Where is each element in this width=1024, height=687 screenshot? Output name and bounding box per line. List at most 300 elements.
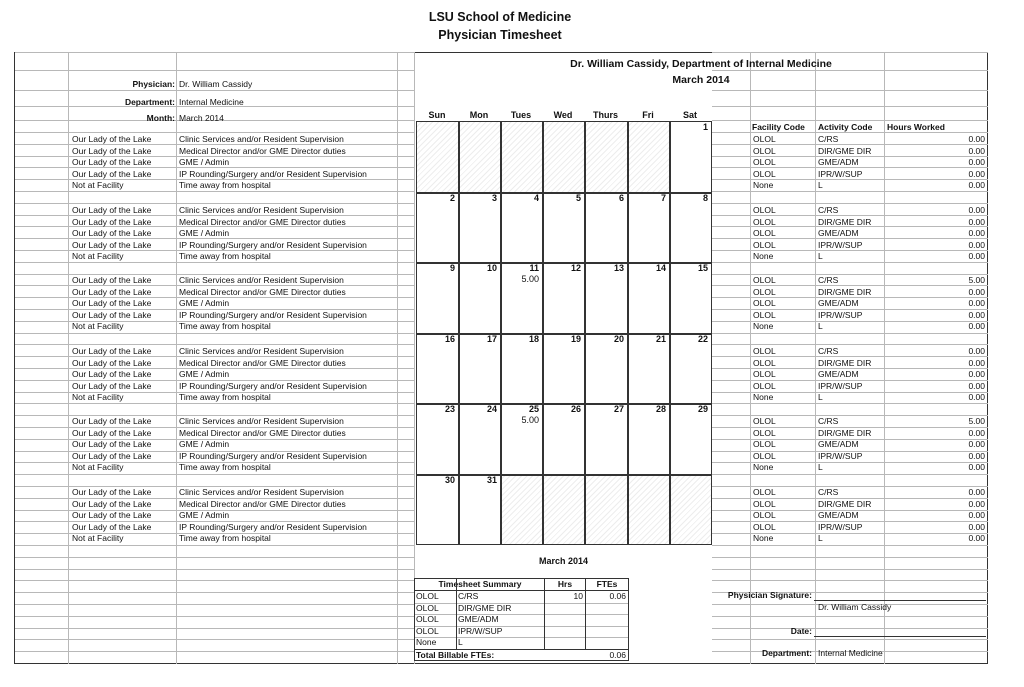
facility-code: OLOL [753,510,776,520]
activity-description: Time away from hospital [179,392,271,402]
summary-ftes-header: FTEs [596,579,618,589]
activity-code: DIR/GME DIR [818,498,872,509]
summary-row-line [415,637,628,638]
activity-code: GME/ADM [818,228,859,238]
calendar-day-line [584,121,586,544]
facility-code: OLOL [753,450,776,461]
summary-activity: GME/ADM [458,614,499,625]
calendar-empty-hatch [627,474,669,545]
summary-facility: OLOL [416,602,439,613]
hours-worked-value[interactable]: 5.00 [968,275,985,285]
facility-code: None [753,462,774,472]
grid-line [414,52,415,664]
calendar-day-number: 6 [618,193,624,203]
calendar-day-cell[interactable] [500,474,542,545]
grid-line [712,203,988,204]
hours-worked-value[interactable]: 0.00 [968,180,985,190]
activity-code: IPR/W/SUP [818,521,863,532]
calendar-day-cell[interactable] [627,121,669,192]
calendar-empty-hatch [542,474,584,545]
grid-line [712,403,988,404]
calendar-day-cell[interactable] [416,333,458,404]
grid-line [176,52,177,664]
calendar-day-cell[interactable] [416,262,458,333]
activity-code: C/RS [818,416,839,426]
hours-worked-value[interactable]: 0.00 [968,533,985,543]
activity-description: IP Rounding/Surgery and/or Resident Supervision [179,168,367,179]
calendar-day-number: 5 [575,193,581,203]
calendar-day-number: 27 [613,404,624,414]
calendar-day-header: Sat [682,110,697,120]
calendar-day-number: 11 [529,263,539,273]
calendar-day-cell[interactable] [584,474,627,545]
summary-activity: IPR/W/SUP [458,625,503,636]
facility-location: Our Lady of the Lake [72,239,152,250]
summary-col-line [544,578,545,649]
grid-line [15,52,415,53]
grid-line [15,70,415,71]
activity-description: Clinic Services and/or Resident Supervision [179,275,344,285]
calendar-day-number: 24 [486,404,497,414]
hours-worked-value[interactable]: 0.00 [968,298,985,308]
calendar-day-cell[interactable] [416,121,458,192]
calendar-day-cell[interactable] [500,262,542,333]
calendar-day-cell[interactable] [458,333,500,404]
facility-location: Our Lady of the Lake [72,369,152,379]
summary-hrs-header: Hrs [557,579,573,589]
calendar-day-number: 7 [660,193,666,203]
calendar-day-cell[interactable] [669,474,711,545]
activity-code: L [818,180,823,190]
calendar-empty-hatch [584,474,627,545]
grid-line [712,120,988,121]
grid-line [712,52,988,53]
facility-code: OLOL [753,309,776,320]
activity-code: C/RS [818,134,839,144]
summary-hours: 10 [573,591,583,601]
hours-worked-value[interactable]: 0.00 [968,239,985,250]
grid-line [712,90,988,91]
calendar-day-line [458,121,460,544]
hours-worked-value[interactable]: 0.00 [968,286,985,297]
form-title: Physician Timesheet [438,28,562,42]
grid-line [712,191,988,192]
activity-description: Time away from hospital [179,533,271,543]
calendar-week-line [416,333,712,335]
calendar-day-number: 9 [449,263,455,273]
calendar-day-header: Thurs [592,110,618,120]
calendar-day-cell[interactable] [627,403,669,474]
activity-description: Time away from hospital [179,321,271,331]
facility-location: Not at Facility [72,321,124,331]
facility-location: Our Lady of the Lake [72,275,152,285]
facility-code: None [753,180,774,190]
activity-description: Medical Director and/or GME Director duties [179,286,346,297]
hours-worked-value[interactable]: 0.00 [968,392,985,402]
calendar-day-number: 25 [528,404,539,414]
calendar-day-cell[interactable] [584,192,627,263]
grid-line [15,262,415,263]
summary-facility: OLOL [416,591,439,601]
facility-code: OLOL [753,380,776,391]
activity-code: L [818,533,823,543]
activity-code: DIR/GME DIR [818,427,872,438]
hours-worked-value[interactable]: 0.00 [968,321,985,331]
signature-name[interactable]: Dr. William Cassidy [818,602,892,612]
activity-code: IPR/W/SUP [818,168,863,179]
facility-location: Our Lady of the Lake [72,309,152,320]
summary-col-line [456,578,457,649]
calendar-day-cell[interactable] [416,403,458,474]
activity-description: GME / Admin [179,157,230,167]
activity-description: GME / Admin [179,369,230,379]
calendar-day-cell[interactable] [458,474,500,545]
calendar-day-cell[interactable] [584,403,627,474]
activity-code: L [818,321,823,331]
facility-code: OLOL [753,498,776,509]
grid-line [712,333,988,334]
facility-code: OLOL [753,157,776,167]
facility-code: OLOL [753,487,776,497]
grid-line [15,639,415,640]
facility-location: Our Lady of the Lake [72,298,152,308]
calendar-day-line [542,121,544,544]
grid-line [712,474,988,475]
facility-location: Our Lady of the Lake [72,168,152,179]
signature-label: Physician Signature: [727,590,812,600]
month-field[interactable]: March 2014 [179,113,224,123]
hours-worked-value[interactable]: 0.00 [968,145,985,156]
grid-line [712,569,988,570]
activity-description: Time away from hospital [179,251,271,261]
calendar-day-cell[interactable] [542,333,584,404]
facility-location: Our Lady of the Lake [72,498,152,509]
calendar-day-number: 17 [486,334,497,344]
month-label: Month: [146,113,175,123]
school-title: LSU School of Medicine [428,10,572,24]
grid-line [15,569,415,570]
grid-line [15,580,415,581]
facility-location: Our Lady of the Lake [72,487,152,497]
calendar-week-line [416,474,712,476]
activity-description: GME / Admin [179,439,230,449]
grid-line [68,52,69,664]
calendar-day-header: Sun [428,110,446,120]
hours-worked-value[interactable]: 0.00 [968,309,985,320]
facility-code: OLOL [753,439,776,449]
calendar-day-cell[interactable] [416,192,458,263]
calendar-day-cell[interactable] [542,403,584,474]
calendar-day-header: Wed [553,110,573,120]
facility-location: Our Lady of the Lake [72,157,152,167]
activity-code: IPR/W/SUP [818,380,863,391]
facility-code: OLOL [753,346,776,356]
calendar-day-number: 14 [655,263,666,273]
activity-code: DIR/GME DIR [818,145,872,156]
physician-department-header: Dr. William Cassidy, Department of Internal Medicine [570,58,832,70]
calendar-day-header: Tues [510,110,532,120]
calendar-day-cell[interactable] [416,474,458,545]
activity-code: GME/ADM [818,369,859,379]
calendar-day-cell[interactable] [584,121,627,192]
calendar-empty-hatch [500,474,542,545]
calendar-day-cell[interactable] [500,333,542,404]
activity-description: GME / Admin [179,228,230,238]
activity-code: C/RS [818,346,839,356]
grid-line [712,616,988,617]
calendar-day-number: 4 [533,193,539,203]
activity-code: GME/ADM [818,439,859,449]
calendar-day-number: 20 [613,334,624,344]
grid-line [15,604,415,605]
grid-line [15,628,415,629]
calendar-day-cell[interactable] [542,192,584,263]
grid-line [15,132,415,133]
facility-code: OLOL [753,239,776,250]
facility-code: None [753,251,774,261]
activity-description: IP Rounding/Surgery and/or Resident Supervision [179,450,367,461]
calendar-day-number: 13 [613,263,624,273]
summary-facility: OLOL [416,625,439,636]
calendar-day-cell[interactable] [458,403,500,474]
hours-worked-value[interactable]: 0.00 [968,157,985,167]
facility-code: OLOL [753,298,776,308]
calendar-day-cell[interactable] [627,333,669,404]
activity-code: IPR/W/SUP [818,239,863,250]
grid-line [15,191,415,192]
activity-code: IPR/W/SUP [818,450,863,461]
activity-description: Clinic Services and/or Resident Supervision [179,205,344,215]
facility-code: OLOL [753,145,776,156]
hours-worked-value[interactable]: 0.00 [968,427,985,438]
hours-worked-value[interactable]: 5.00 [968,416,985,426]
hours-worked-value[interactable]: 0.00 [968,380,985,391]
activity-description: IP Rounding/Surgery and/or Resident Supervision [179,239,367,250]
grid-line [15,333,415,334]
summary-activity: DIR/GME DIR [458,602,512,613]
activity-description: Clinic Services and/or Resident Supervision [179,134,344,144]
activity-description: Time away from hospital [179,462,271,472]
hours-worked-value[interactable]: 0.00 [968,369,985,379]
summary-col-line [585,578,586,649]
facility-code: None [753,321,774,331]
calendar-day-cell[interactable] [627,192,669,263]
hours-worked-value[interactable]: 0.00 [968,205,985,215]
grid-line [712,557,988,558]
facility-code: OLOL [753,286,776,297]
activity-code: C/RS [818,205,839,215]
facility-code: OLOL [753,168,776,179]
facility-location: Our Lady of the Lake [72,357,152,368]
total-billable-label: Total Billable FTEs: [416,650,495,660]
facility-location: Not at Facility [72,462,124,472]
calendar-day-line [669,121,671,544]
grid-line [712,106,988,107]
hours-worked-value[interactable]: 0.00 [968,228,985,238]
activity-code: GME/ADM [818,157,859,167]
calendar-day-number: 16 [444,334,455,344]
grid-line [750,52,751,664]
facility-location: Our Lady of the Lake [72,380,152,391]
hours-worked-value[interactable]: 0.00 [968,251,985,261]
activity-code-header: Activity Code [818,122,873,132]
grid-line [15,592,415,593]
hours-worked-value[interactable]: 0.00 [968,357,985,368]
calendar-week-line [416,403,712,405]
facility-location: Our Lady of the Lake [72,134,152,144]
grid-line [884,52,885,664]
summary-facility: OLOL [416,614,439,625]
facility-location: Our Lady of the Lake [72,145,152,156]
facility-code: OLOL [753,275,776,285]
activity-code: L [818,392,823,402]
activity-description: Medical Director and/or GME Director duties [179,357,346,368]
calendar-day-cell[interactable] [627,474,669,545]
physician-field[interactable]: Dr. William Cassidy [179,79,253,89]
date-label: Date: [790,626,812,636]
facility-location: Our Lady of the Lake [72,439,152,449]
calendar-day-number: 31 [486,475,497,485]
calendar-day-cell[interactable] [669,262,711,333]
facility-location: Our Lady of the Lake [72,205,152,215]
hours-worked-value[interactable]: 0.00 [968,510,985,520]
calendar-empty-hatch [584,121,627,192]
calendar-day-cell[interactable] [669,403,711,474]
calendar-day-cell[interactable] [458,121,500,192]
facility-location: Our Lady of the Lake [72,427,152,438]
calendar-empty-hatch [542,121,584,192]
grid-line [15,557,415,558]
calendar-day-cell[interactable] [584,333,627,404]
calendar-day-cell[interactable] [669,192,711,263]
facility-code: OLOL [753,521,776,532]
hours-worked-value[interactable]: 0.00 [968,216,985,227]
hours-worked-value[interactable]: 0.00 [968,346,985,356]
hours-worked-value[interactable]: 0.00 [968,134,985,144]
hours-worked-value[interactable]: 0.00 [968,450,985,461]
signature-department-label: Department: [761,648,812,658]
activity-description: GME / Admin [179,298,230,308]
activity-code: DIR/GME DIR [818,357,872,368]
calendar-day-cell[interactable] [542,474,584,545]
calendar-empty-hatch [416,121,458,192]
activity-description: Medical Director and/or GME Director duties [179,498,346,509]
calendar-day-number: 28 [655,404,666,414]
calendar-day-number: 12 [570,263,581,273]
total-billable-value: 0.06 [609,650,626,660]
calendar-day-number: 23 [444,404,455,414]
calendar-empty-hatch [627,121,669,192]
calendar-day-cell[interactable] [669,333,711,404]
hours-worked-value[interactable]: 0.00 [968,487,985,497]
summary-ftes: 0.06 [609,591,626,601]
facility-location: Our Lady of the Lake [72,450,152,461]
facility-location: Not at Facility [72,180,124,190]
calendar-day-cell[interactable] [458,262,500,333]
grid-line [712,580,988,581]
calendar-day-cell[interactable] [458,192,500,263]
calendar-day-cell[interactable] [542,262,584,333]
calendar-empty-hatch [500,121,542,192]
calendar-day-number: 19 [570,334,581,344]
facility-code: OLOL [753,416,776,426]
grid-line [397,52,398,664]
calendar-day-cell[interactable] [500,121,542,192]
calendar-day-number: 22 [697,334,708,344]
calendar-day-header: Fri [642,110,654,120]
summary-row-line [415,603,628,604]
calendar-day-cell[interactable] [542,121,584,192]
calendar-day-line [500,121,502,544]
facility-location: Not at Facility [72,251,124,261]
calendar-day-line [627,121,629,544]
summary-activity: L [458,637,463,648]
facility-location: Not at Facility [72,533,124,543]
calendar-day-cell[interactable] [500,403,542,474]
activity-code: DIR/GME DIR [818,286,872,297]
activity-code: C/RS [818,487,839,497]
hours-worked-value[interactable]: 0.00 [968,521,985,532]
calendar-day-number: 1 [702,122,708,132]
grid-line [15,90,415,91]
calendar-day-number: 18 [528,334,539,344]
activity-code: GME/ADM [818,298,859,308]
calendar-day-cell[interactable] [584,262,627,333]
summary-row-line [415,626,628,627]
hours-worked-value[interactable]: 0.00 [968,462,985,472]
grid-line [712,344,988,345]
hours-worked-value[interactable]: 0.00 [968,439,985,449]
calendar-day-hours: 5.00 [521,415,539,425]
grid-line [712,545,988,546]
summary-activity: C/RS [458,591,479,601]
calendar-day-cell[interactable] [669,121,711,192]
calendar-day-number: 2 [449,193,455,203]
grid-line [15,545,415,546]
physician-label: Physician: [132,79,175,89]
activity-code: L [818,462,823,472]
facility-code: OLOL [753,205,776,215]
calendar-day-cell[interactable] [500,192,542,263]
grid-line [15,403,415,404]
grid-line [712,70,988,71]
grid-line [15,651,415,652]
hours-worked-header: Hours Worked [887,122,945,132]
calendar-day-number: 26 [570,404,581,414]
facility-code: OLOL [753,427,776,438]
hours-worked-value[interactable]: 0.00 [968,168,985,179]
calendar-week-line [416,192,712,194]
activity-description: Medical Director and/or GME Director duties [179,216,346,227]
calendar-empty-hatch [669,474,711,545]
facility-code: OLOL [753,228,776,238]
calendar-day-cell[interactable] [627,262,669,333]
activity-description: Medical Director and/or GME Director duties [179,427,346,438]
summary-row-line [415,614,628,615]
activity-description: Time away from hospital [179,180,271,190]
facility-code: OLOL [753,134,776,144]
grid-line [815,52,816,664]
summary-facility: None [416,637,437,648]
facility-code: OLOL [753,216,776,227]
activity-description: Clinic Services and/or Resident Supervision [179,487,344,497]
department-field[interactable]: Internal Medicine [179,97,244,107]
grid-line [15,616,415,617]
grid-line [15,344,415,345]
activity-description: Clinic Services and/or Resident Supervision [179,346,344,356]
activity-description: Medical Director and/or GME Director duties [179,145,346,156]
hours-worked-value[interactable]: 0.00 [968,498,985,509]
